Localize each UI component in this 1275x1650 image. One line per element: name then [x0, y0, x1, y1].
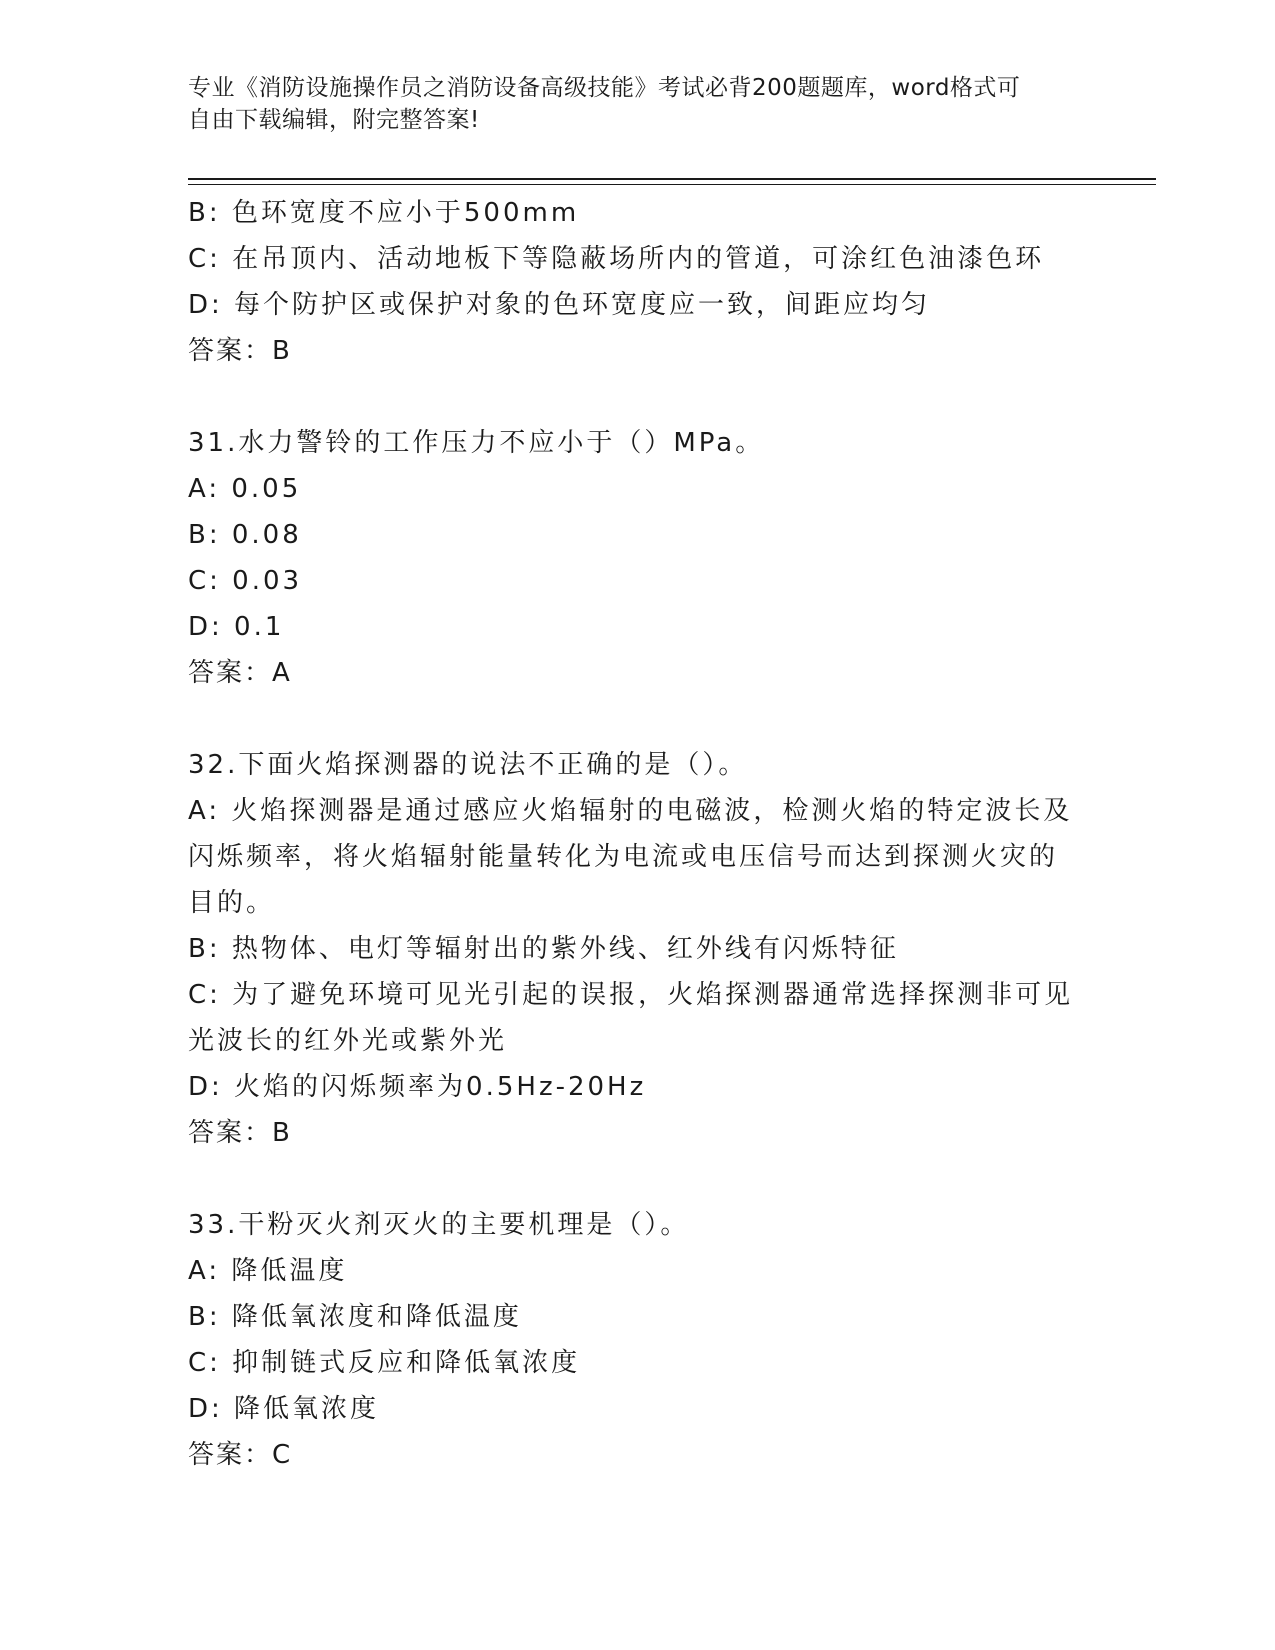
question-32 [188, 742, 1088, 1156]
option-c: C: 抑制链式反应和降低氧浓度 [188, 1348, 581, 1378]
option-a: A: 降低温度 [188, 1256, 348, 1286]
spacer [188, 1156, 1088, 1202]
document-header [188, 72, 1088, 136]
option-c: C: 在吊顶内、活动地板下等隐蔽场所内的管道，可涂红色油漆色环 [188, 244, 1045, 274]
option-b: B: 热物体、电灯等辐射出的紫外线、红外线有闪烁特征 [188, 934, 899, 964]
option-d: D: 每个防护区或保护对象的色环宽度应一致，间距应均匀 [188, 290, 931, 320]
option-b: B: 降低氧浓度和降低温度 [188, 1302, 522, 1332]
option-a: A: 火焰探测器是通过感应火焰辐射的电磁波，检测火焰的特定波长及 [188, 796, 1073, 826]
header-divider-thick [188, 178, 1156, 180]
header-line-1: 专业《消防设施操作员之消防设备高级技能》考试必背200题题库，word格式可 [188, 75, 1021, 101]
answer-line: 答案：B [188, 336, 292, 366]
question-30-tail [188, 190, 1088, 374]
option-b: B: 0.08 [188, 520, 302, 550]
option-c-continuation: 光波长的红外光或紫外光 [188, 1026, 508, 1056]
question-33 [188, 1202, 1088, 1478]
option-c: C: 0.03 [188, 566, 303, 596]
option-a-continuation: 目的。 [188, 888, 276, 918]
option-a-continuation: 闪烁频率，将火焰辐射能量转化为电流或电压信号而达到探测火灾的 [188, 842, 1059, 872]
question-stem: 32.下面火焰探测器的说法不正确的是（）。 [188, 750, 748, 780]
option-a: A: 0.05 [188, 474, 302, 504]
answer-line: 答案：B [188, 1118, 292, 1148]
header-line-2: 自由下载编辑，附完整答案! [188, 107, 480, 133]
answer-line: 答案：C [188, 1440, 293, 1470]
question-31 [188, 420, 1088, 696]
option-d: D: 0.1 [188, 612, 285, 642]
spacer [188, 696, 1088, 742]
question-list [188, 190, 1088, 1478]
question-stem: 31.水力警铃的工作压力不应小于（）MPa。 [188, 428, 765, 458]
option-d: D: 火焰的闪烁频率为0.5Hz-20Hz [188, 1072, 647, 1102]
option-b: B: 色环宽度不应小于500mm [188, 198, 580, 228]
option-c: C: 为了避免环境可见光引起的误报，火焰探测器通常选择探测非可见 [188, 980, 1074, 1010]
header-divider-thin [188, 184, 1156, 185]
answer-line: 答案：A [188, 658, 292, 688]
option-d: D: 降低氧浓度 [188, 1394, 380, 1424]
question-stem: 33.干粉灭火剂灭火的主要机理是（）。 [188, 1210, 690, 1240]
spacer [188, 374, 1088, 420]
